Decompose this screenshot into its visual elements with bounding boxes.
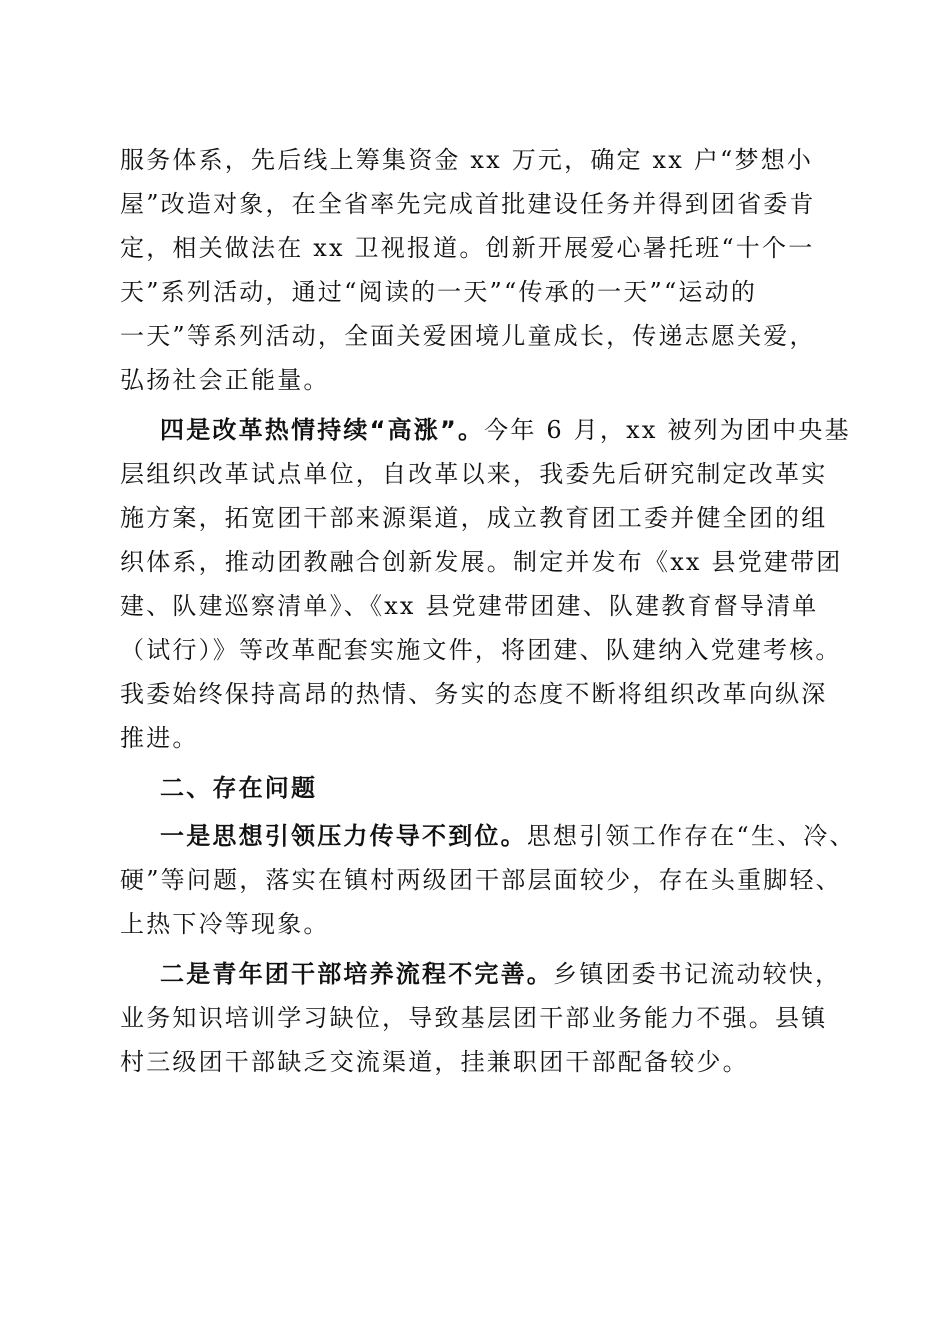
section-heading: 二、存在问题 [160, 774, 318, 802]
paragraph1-line-3: 定，相关做法在 xx 卫视报道。创新开展爱心暑托班“十个一 [120, 234, 815, 262]
paragraph2-line-5: 建、队建巡察清单》、《xx 县党建带团建、队建教育督导清单 [120, 592, 819, 620]
paragraph3-first-line [160, 816, 856, 856]
paragraph2-line-4: 织体系，推动团教融合创新发展。制定并发布《xx 县党建带团 [120, 548, 843, 576]
paragraph4-lead: 二是青年团干部培养流程不完善。 [160, 960, 553, 988]
paragraph2-line-6: （试行）》等改革配套实施文件，将团建、队建纳入党建考核。 [120, 636, 842, 664]
paragraph1-line-6: 弘扬社会正能量。 [120, 366, 330, 394]
paragraph4-first-line [160, 954, 841, 994]
paragraph1-line-1: 服务体系，先后线上筹集资金 xx 万元，确定 xx 户“梦想小 [120, 146, 814, 174]
paragraph4-first-rest: 乡镇团委书记流动较快， [553, 960, 842, 988]
paragraph3-line-3: 上热下冷等现象。 [120, 910, 330, 938]
paragraph2-line-3: 施方案，拓宽团干部来源渠道，成立教育团工委并健全团的组 [120, 504, 828, 532]
paragraph1-line-2: 屋”改造对象，在全省率先完成首批建设任务并得到团省委肯 [120, 190, 816, 218]
paragraph4-line-2: 业务知识培训学习缺位，导致基层团干部业务能力不强。县镇 [120, 1004, 828, 1032]
paragraph2-first-line [160, 410, 851, 450]
paragraph4-line-3: 村三级团干部缺乏交流渠道，挂兼职团干部配备较少。 [120, 1048, 749, 1076]
paragraph3-line-2: 硬”等问题，落实在镇村两级团干部层面较少，存在头重脚轻、 [120, 866, 842, 894]
paragraph2-lead: 四是改革热情持续“高涨”。 [160, 416, 485, 444]
paragraph2-line-2: 层组织改革试点单位，自改革以来，我委先后研究制定改革实 [120, 460, 828, 488]
paragraph3-first-rest: 思想引领工作存在“生、冷、 [526, 822, 856, 850]
paragraph2-line-7: 我委始终保持高昂的热情、务实的态度不断将组织改革向纵深 [120, 680, 828, 708]
paragraph1-line-4: 天”系列活动，通过“阅读的一天”“传承的一天”“运动的 [120, 278, 758, 306]
paragraph2-line-8: 推进。 [120, 724, 199, 752]
paragraph2-first-rest: 今年 6 月，xx 被列为团中央基 [484, 416, 851, 444]
paragraph1-line-5: 一天”等系列活动，全面关爱困境儿童成长，传递志愿关爱， [120, 322, 816, 350]
paragraph3-lead: 一是思想引领压力传导不到位。 [160, 822, 527, 850]
